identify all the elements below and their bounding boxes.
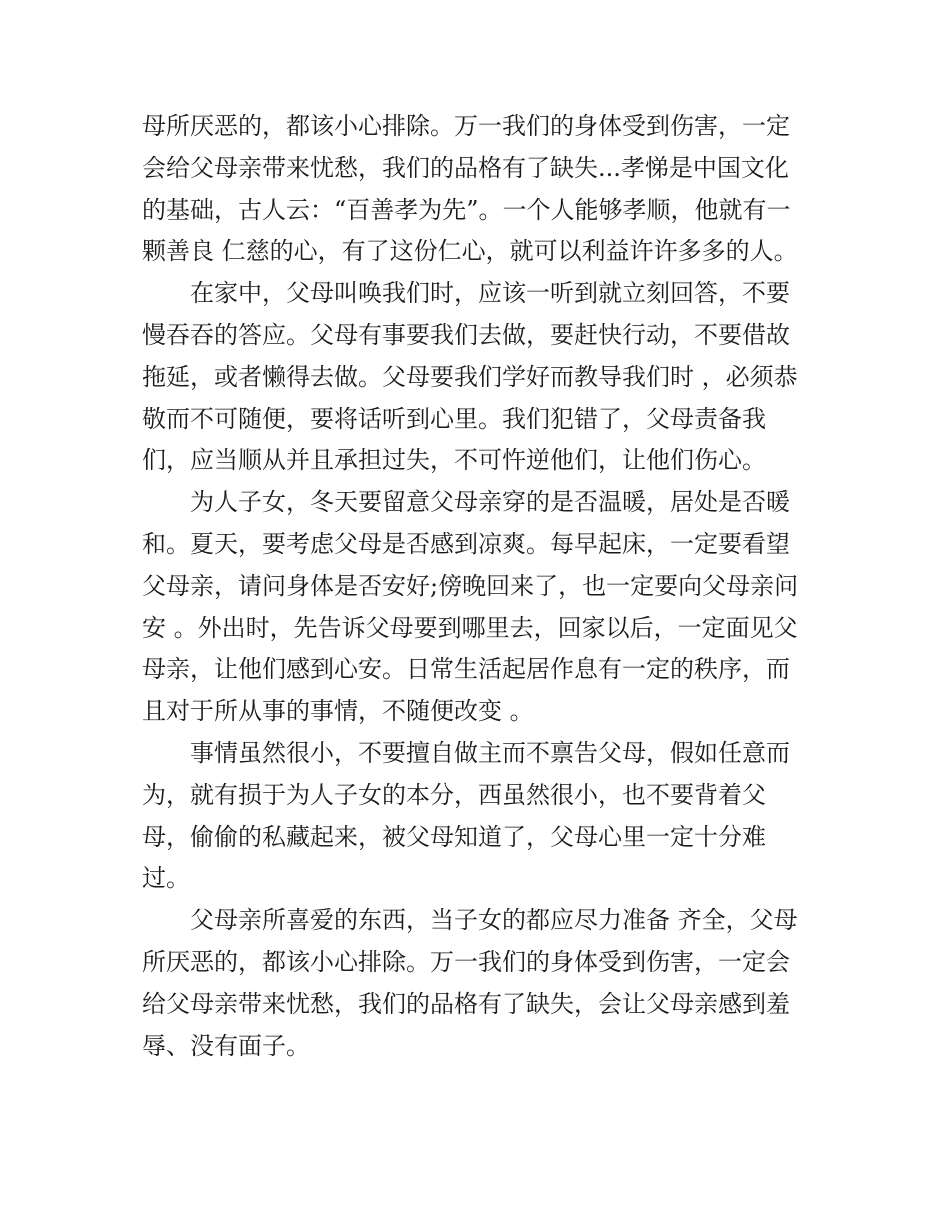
document-body <box>142 106 812 1067</box>
paragraph-4: 事情虽然很小，不要擅自做主而不禀告父母，假如任意而为，就有损于为人子女的本分，西虽然很小，也不要背着父母，偷偷的私藏起来，被父母知道了，父母心里一定十分难过。 <box>142 738 790 893</box>
paragraph-3: 为人子女，冬天要留意父母亲穿的是否温暖，居处是否暖和。夏天，要考虑父母是否感到凉爽。每早起床，一定要看望父母亲，请问身体是否安好;傍晚回来了，也一定要向父母亲问安 。外出时，先告诉父母要到哪里去，回家以后，一定面见父母亲，让他们感到心安。日常生活起居作息有一定的秩序，而且对于所从事的事情，不随便改变 。 <box>142 488 799 726</box>
paragraph-2: 在家中，父母叫唤我们时，应该一听到就立刻回答，不要慢吞吞的答应。父母有事要我们去做，要赶快行动，不要借故拖延，或者懒得去做。父母要我们学好而教导我们时 ，必须恭敬而不可随便，要将话听到心里。我们犯错了，父母责备我们，应当顺从并且承担过失，不可忤逆他们，让他们伤心。 <box>142 279 798 475</box>
paragraph-5: 父母亲所喜爱的东西，当子女的都应尽力准备 齐全，父母所厌恶的，都该小心排除。万一我们的身体受到伤害，一定会给父母亲带来忧愁，我们的品格有了缺失，会让父母亲感到羞辱、没有面子。 <box>142 906 798 1060</box>
paragraph-1: 母所厌恶的，都该小心排除。万一我们的身体受到伤害，一定会给父母亲带来忧愁，我们的品格有了缺失...孝悌是中国文化的基础，古人云：“百善孝为先”。一个人能够孝顺，他就有一颗善良 仁慈的心，有了这份仁心，就可以利益许许多多的人。 <box>142 112 798 266</box>
